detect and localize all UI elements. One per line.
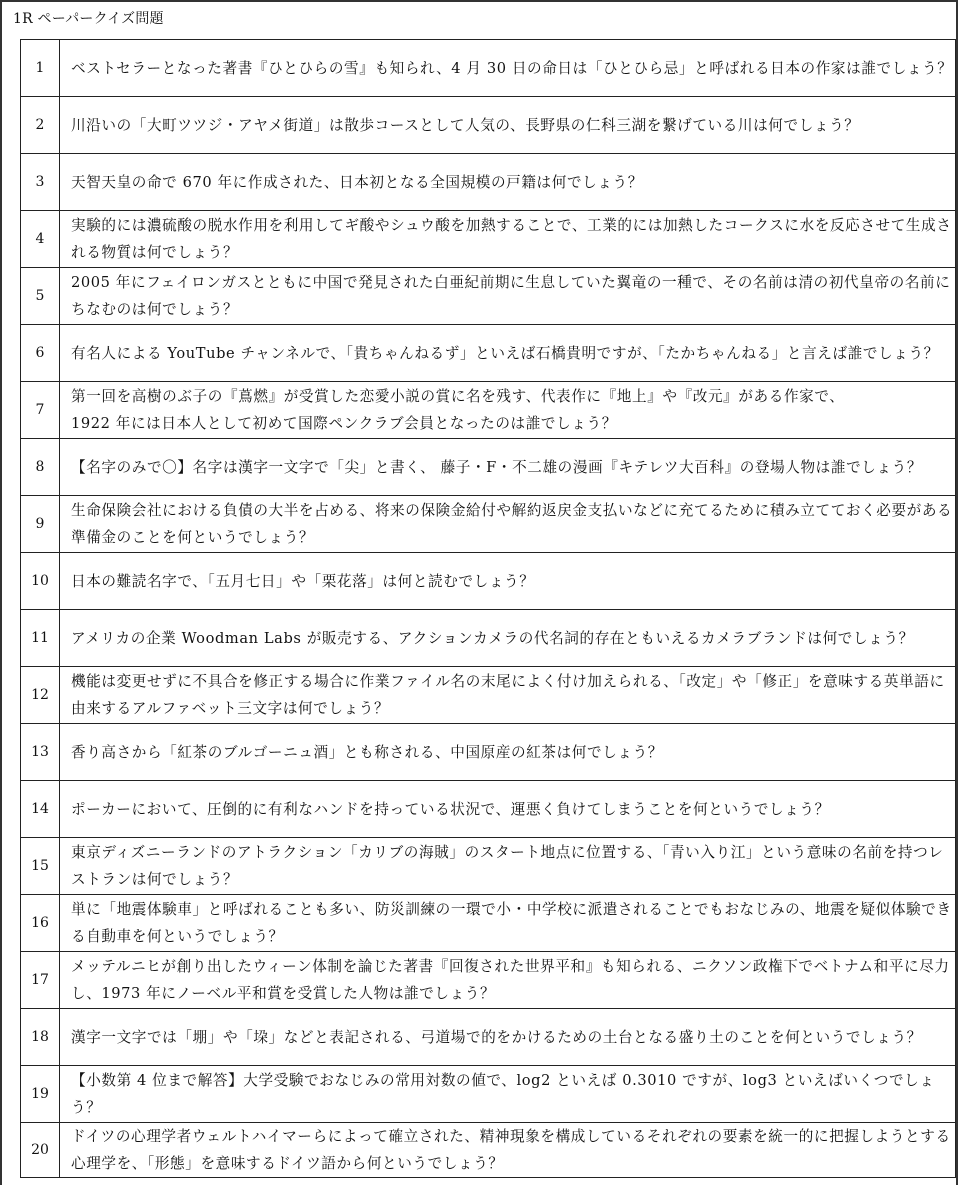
question-text: 第一回を高樹のぶ子の『蔦燃』が受賞した恋愛小説の賞に名を残す、代表作に『地上』や『改元』がある作家で、 1922 年には日本人として初めて国際ペンクラブ会員となったのは誰でしょう？ bbox=[60, 382, 956, 439]
question-text: 単に「地震体験車」と呼ばれることも多い、防災訓練の一環で小・中学校に派遣されることでもおなじみの、地震を疑似体験できる自動車を何というでしょう？ bbox=[60, 895, 956, 952]
question-number: 15 bbox=[21, 838, 60, 895]
question-row bbox=[21, 781, 956, 838]
question-number: 19 bbox=[21, 1066, 60, 1123]
question-row bbox=[21, 382, 956, 439]
question-number: 3 bbox=[21, 154, 60, 211]
question-text: ベストセラーとなった著書『ひとひらの雪』も知られ、4 月 30 日の命日は「ひとひら忌」と呼ばれる日本の作家は誰でしょう？ bbox=[60, 40, 956, 97]
question-table-body bbox=[21, 40, 956, 1178]
question-row bbox=[21, 724, 956, 781]
question-number: 2 bbox=[21, 97, 60, 154]
question-row bbox=[21, 1066, 956, 1123]
question-number: 14 bbox=[21, 781, 60, 838]
question-text: 【名字のみで〇】名字は漢字一文字で「尖」と書く、 藤子・F・不二雄の漫画『キテレツ大百科』の登場人物は誰でしょう？ bbox=[60, 439, 956, 496]
question-text: 日本の難読名字で、「五月七日」や「栗花落」は何と読むでしょう？ bbox=[60, 553, 956, 610]
question-text: 生命保険会社における負債の大半を占める、将来の保険金給付や解約返戻金支払いなどに充てるために積み立てておく必要がある準備金のことを何というでしょう？ bbox=[60, 496, 956, 553]
question-number: 12 bbox=[21, 667, 60, 724]
question-number: 16 bbox=[21, 895, 60, 952]
question-row bbox=[21, 667, 956, 724]
question-text: 漢字一文字では「堋」や「垜」などと表記される、弓道場で的をかけるための土台となる盛り土のことを何というでしょう？ bbox=[60, 1009, 956, 1066]
question-table bbox=[20, 39, 956, 1178]
question-number: 17 bbox=[21, 952, 60, 1009]
question-row bbox=[21, 952, 956, 1009]
question-text: 【小数第 4 位まで解答】大学受験でおなじみの常用対数の値で、log2 といえば 0.3010 ですが、log3 といえばいくつでしょう？ bbox=[60, 1066, 956, 1123]
question-row bbox=[21, 268, 956, 325]
question-number: 10 bbox=[21, 553, 60, 610]
question-text: 実験的には濃硫酸の脱水作用を利用してギ酸やシュウ酸を加熱することで、工業的には加熱したコークスに水を反応させて生成される物質は何でしょう？ bbox=[60, 211, 956, 268]
question-number: 7 bbox=[21, 382, 60, 439]
question-number: 1 bbox=[21, 40, 60, 97]
question-row bbox=[21, 838, 956, 895]
question-text: 機能は変更せずに不具合を修正する場合に作業ファイル名の末尾によく付け加えられる、「改定」や「修正」を意味する英単語に由来するアルファベット三文字は何でしょう？ bbox=[60, 667, 956, 724]
question-number: 5 bbox=[21, 268, 60, 325]
question-number: 11 bbox=[21, 610, 60, 667]
question-row bbox=[21, 154, 956, 211]
question-row bbox=[21, 325, 956, 382]
question-text: メッテルニヒが創り出したウィーン体制を論じた著書『回復された世界平和』も知られる、ニクソン政権下でベトナム和平に尽力し、1973 年にノーベル平和賞を受賞した人物は誰でしょう？ bbox=[60, 952, 956, 1009]
question-row bbox=[21, 1009, 956, 1066]
question-row bbox=[21, 439, 956, 496]
question-text: ドイツの心理学者ウェルトハイマーらによって確立された、精神現象を構成しているそれぞれの要素を統一的に把握しようとする心理学を、「形態」を意味するドイツ語から何というでしょう？ bbox=[60, 1123, 956, 1178]
question-number: 18 bbox=[21, 1009, 60, 1066]
question-number: 6 bbox=[21, 325, 60, 382]
question-row bbox=[21, 97, 956, 154]
question-text: 天智天皇の命で 670 年に作成された、日本初となる全国規模の戸籍は何でしょう？ bbox=[60, 154, 956, 211]
question-number: 20 bbox=[21, 1123, 60, 1178]
question-row bbox=[21, 553, 956, 610]
question-text: 2005 年にフェイロンガスとともに中国で発見された白亜紀前期に生息していた翼竜の一種で、その名前は清の初代皇帝の名前にちなむのは何でしょう？ bbox=[60, 268, 956, 325]
question-text: 有名人による YouTube チャンネルで、「貴ちゃんねるず」といえば石橋貴明ですが、「たかちゃんねる」と言えば誰でしょう？ bbox=[60, 325, 956, 382]
question-number: 13 bbox=[21, 724, 60, 781]
question-text: 川沿いの「大町ツツジ・アヤメ街道」は散歩コースとして人気の、長野県の仁科三湖を繋げている川は何でしょう？ bbox=[60, 97, 956, 154]
question-text: 香り高さから「紅茶のブルゴーニュ酒」とも称される、中国原産の紅茶は何でしょう？ bbox=[60, 724, 956, 781]
question-text: 東京ディズニーランドのアトラクション「カリブの海賊」のスタート地点に位置する、「青い入り江」という意味の名前を持つレストランは何でしょう？ bbox=[60, 838, 956, 895]
question-row bbox=[21, 1123, 956, 1178]
question-row bbox=[21, 40, 956, 97]
question-row bbox=[21, 496, 956, 553]
question-text: アメリカの企業 Woodman Labs が販売する、アクションカメラの代名詞的存在ともいえるカメラブランドは何でしょう？ bbox=[60, 610, 956, 667]
question-text: ポーカーにおいて、圧倒的に有利なハンドを持っている状況で、運悪く負けてしまうことを何というでしょう？ bbox=[60, 781, 956, 838]
question-row bbox=[21, 610, 956, 667]
question-number: 8 bbox=[21, 439, 60, 496]
document-title: 1R ペーパークイズ問題 bbox=[13, 11, 164, 27]
question-row bbox=[21, 895, 956, 952]
question-number: 9 bbox=[21, 496, 60, 553]
question-row bbox=[21, 211, 956, 268]
question-number: 4 bbox=[21, 211, 60, 268]
